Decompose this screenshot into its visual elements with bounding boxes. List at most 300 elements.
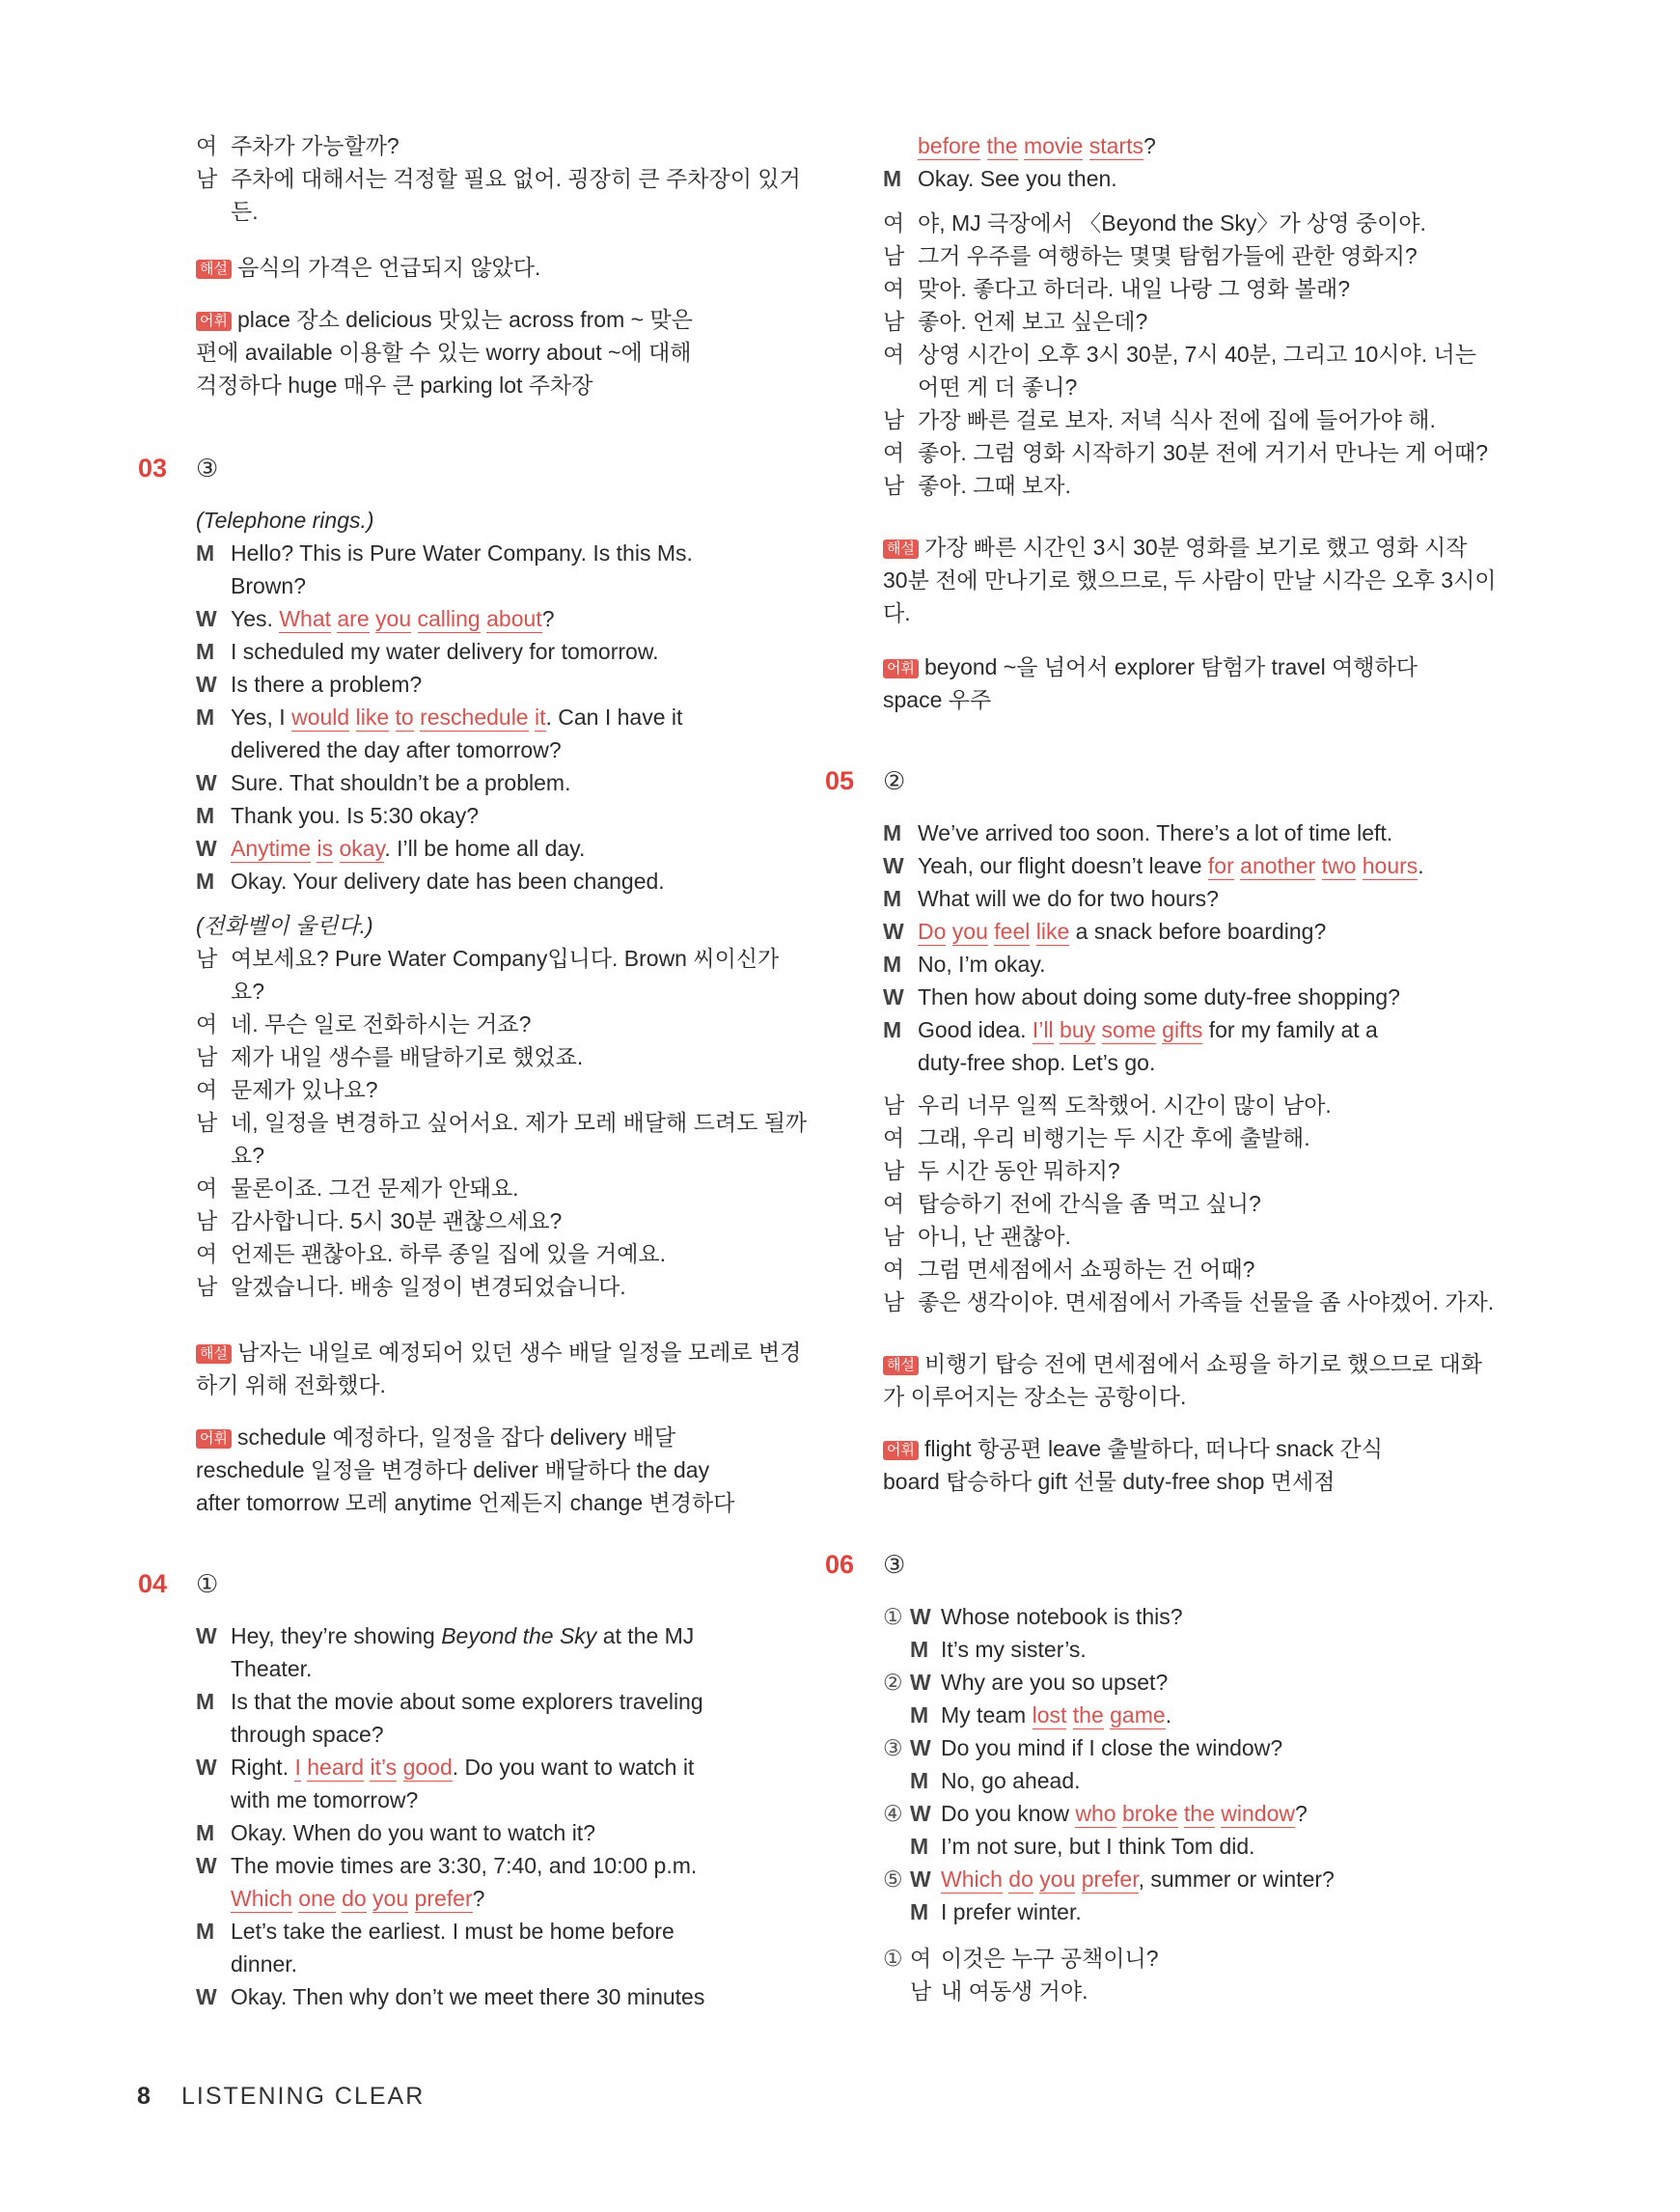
- dialogue-line: [883, 131, 1462, 160]
- blank-word: one: [298, 1886, 336, 1911]
- blank-word: prefer: [414, 1886, 473, 1911]
- explanation-text: 남자는 내일로 예정되어 있던 생수 배달 일정을 모레로 변경: [236, 1340, 802, 1365]
- kr-text: 좋아. 그럼 영화 시작하기 30분 전에 거기서 만나는 게 어때?: [918, 440, 1489, 465]
- kr-line: [883, 373, 1462, 401]
- kr-line: [196, 1108, 808, 1137]
- line-text: Right.: [231, 1755, 289, 1780]
- dialogue-line: duty-free shop. Let’s go.: [918, 1050, 1156, 1075]
- kr-line: [883, 1255, 1462, 1284]
- dialogue-line: [196, 1753, 775, 1782]
- blank-word: good: [402, 1755, 453, 1780]
- question-answer: ①: [196, 1569, 219, 1598]
- dialogue-line: dinner.: [231, 1951, 298, 1977]
- speaker: W: [196, 606, 217, 631]
- blank-word: prefer: [1081, 1866, 1139, 1892]
- speaker: W: [196, 1984, 217, 2009]
- kr-text: 주차가 가능할까?: [231, 133, 399, 158]
- line-text: . Can I have it: [545, 705, 683, 730]
- blank-word: lost: [1032, 1702, 1067, 1728]
- kr-line: [196, 1009, 775, 1038]
- line-text: Let’s take the earliest. I must be home before: [231, 1919, 675, 1944]
- kr-line: [883, 1287, 1495, 1316]
- kr-text: 주차에 대해서는 걱정할 필요 없어. 굉장히 큰 주차장이 있거: [231, 166, 801, 191]
- speaker: W: [196, 1755, 217, 1780]
- speaker: W: [883, 919, 904, 944]
- line-text: It’s my sister’s.: [941, 1637, 1087, 1662]
- line-text: Yes, I: [231, 705, 286, 730]
- blank-word: the: [1072, 1702, 1104, 1728]
- line-text: Do you know: [941, 1801, 1069, 1826]
- blank-word: feel: [994, 919, 1031, 944]
- option-line: [883, 1668, 1462, 1697]
- question-answer: ③: [196, 454, 219, 483]
- speaker: W: [196, 672, 217, 697]
- speaker: M: [910, 1899, 929, 1924]
- dialogue-line: [196, 1818, 775, 1847]
- vocab-text: flight 항공편 leave 출발하다, 떠나다 snack 간식: [923, 1436, 1383, 1461]
- kr-text: 물론이죠. 그건 문제가 안돼요.: [231, 1175, 519, 1201]
- blank-word: window: [1221, 1801, 1295, 1826]
- speaker: M: [196, 705, 215, 730]
- blank-word: you: [375, 606, 412, 631]
- line-text: My team: [941, 1702, 1027, 1728]
- blank-word: Anytime: [231, 836, 312, 861]
- line-text: Is that the movie about some explorers traveling: [231, 1689, 703, 1714]
- vocab: [883, 652, 1462, 681]
- dialogue-line: [196, 1687, 775, 1716]
- explanation-tag: 해설: [196, 260, 232, 279]
- kr-text: 이것은 누구 공책이니?: [941, 1946, 1159, 1971]
- blank-word: like: [355, 705, 390, 730]
- line-text: for my family at a: [1208, 1017, 1378, 1042]
- kr-text: 감사합니다. 5시 30분 괜찮으세요?: [231, 1208, 563, 1233]
- explanation-line: 30분 전에 만나기로 했으므로, 두 사람이 만날 시각은 오후 3시이: [883, 567, 1497, 593]
- question-number: 03: [138, 454, 168, 483]
- speaker: 남: [883, 1224, 905, 1249]
- line-text: Is there a problem?: [231, 672, 423, 697]
- line-text: ?: [1143, 133, 1156, 158]
- kr-text: 우리 너무 일찍 도착했어. 시간이 많이 남아.: [918, 1092, 1332, 1118]
- speaker: M: [910, 1637, 929, 1662]
- speaker: 남: [910, 1978, 932, 2004]
- kr-line: [196, 1075, 775, 1104]
- blank-word: buy: [1060, 1017, 1096, 1042]
- blank-word: calling: [417, 606, 481, 631]
- kr-text: 네. 무슨 일로 전화하시는 거죠?: [231, 1011, 532, 1037]
- blank-word: who: [1075, 1801, 1116, 1826]
- blank-word: would: [291, 705, 350, 730]
- speaker: 남: [196, 1274, 218, 1299]
- vocab-tag: 어휘: [196, 312, 232, 331]
- blank-word: I: [294, 1755, 301, 1780]
- dialogue-line: [196, 1884, 775, 1913]
- blank-word: about: [486, 606, 542, 631]
- option-number: ③: [883, 1735, 903, 1760]
- option-number: ④: [883, 1801, 903, 1826]
- speaker: W: [910, 1604, 931, 1629]
- dialogue-line: [883, 1015, 1462, 1044]
- dialogue-line: [196, 703, 775, 732]
- speaker: 여: [196, 133, 218, 158]
- line-text: . I’ll be home all day.: [384, 836, 586, 861]
- explanation-line: 다.: [883, 600, 911, 625]
- blank-word: are: [337, 606, 370, 631]
- speaker: 남: [883, 309, 905, 334]
- blank-word: gifts: [1162, 1017, 1203, 1042]
- line-text: .: [1165, 1702, 1172, 1728]
- speaker: 남: [196, 946, 218, 971]
- blank-word: before: [918, 133, 981, 158]
- explanation-text: 가장 빠른 시간인 3시 30분 영화를 보기로 했고 영화 시작: [923, 535, 1468, 560]
- option-line: [883, 1897, 1462, 1926]
- speaker: M: [196, 1820, 215, 1845]
- speaker: 여: [196, 1241, 218, 1266]
- line-text: Hello? This is Pure Water Company. Is this Ms.: [231, 540, 693, 566]
- blank-word: the: [986, 133, 1018, 158]
- kr-text: 언제든 괜찮아요. 하루 종일 집에 있을 거예요.: [231, 1241, 667, 1266]
- kr-text: 여보세요? Pure Water Company입니다. Brown 씨이신가: [231, 946, 780, 971]
- option-number: ①: [883, 1604, 903, 1629]
- speaker: 남: [196, 1044, 218, 1069]
- explanation-tag: 해설: [196, 1344, 232, 1364]
- speaker: 여: [196, 1077, 218, 1102]
- speaker: M: [196, 1919, 215, 1944]
- option-kr-line: [883, 1944, 1462, 1973]
- kr-text: 두 시간 동안 뭐하지?: [918, 1158, 1120, 1183]
- dialogue-line: [196, 637, 775, 666]
- dialogue-line: Brown?: [231, 573, 306, 598]
- vocab-line: 편에 available 이용할 수 있는 worry about ~에 대해: [196, 340, 692, 365]
- line-text: a snack before boarding?: [1075, 919, 1327, 944]
- kr-line: [196, 1141, 775, 1170]
- kr-line: [883, 1222, 1462, 1251]
- kr-line: [196, 1272, 775, 1301]
- kr-line: [883, 471, 1462, 500]
- dialogue-line: [196, 1851, 775, 1880]
- blank-word: reschedule: [420, 705, 529, 730]
- dialogue-line: [883, 818, 1462, 847]
- vocab-text: place 장소 delicious 맛있는 across from ~ 맞은: [236, 307, 693, 332]
- vocab-line: space 우주: [883, 687, 992, 712]
- dialogue-line: [196, 670, 775, 699]
- kr-text: 그거 우주를 여행하는 몇몇 탐험가들에 관한 영화지?: [918, 243, 1418, 268]
- kr-line: [196, 1206, 775, 1235]
- speaker: W: [196, 836, 217, 861]
- line-text: What will we do for two hours?: [918, 886, 1219, 911]
- option-line: [883, 1832, 1462, 1861]
- speaker: W: [196, 770, 217, 795]
- kr-text: 요?: [231, 1143, 265, 1168]
- dialogue-line: [196, 539, 775, 567]
- dialogue-line: delivered the day after tomorrow?: [231, 737, 562, 762]
- dialogue-line: through space?: [231, 1722, 384, 1747]
- option-line: [883, 1733, 1462, 1762]
- explanation-text: 비행기 탑승 전에 면세점에서 쇼핑을 하기로 했으므로 대화: [923, 1351, 1482, 1376]
- kr-line: [196, 1174, 775, 1203]
- dialogue-line: [883, 917, 1462, 946]
- kr-text: 아니, 난 괜찮아.: [918, 1224, 1071, 1249]
- speaker: M: [883, 1017, 902, 1042]
- blank-word: starts: [1088, 133, 1143, 158]
- kr-line: [883, 438, 1489, 467]
- kr-text: 네, 일정을 변경하고 싶어서요. 제가 모레 배달해 드려도 될까: [231, 1110, 808, 1135]
- dialogue-line: [883, 851, 1462, 880]
- line-text: I prefer winter.: [941, 1899, 1082, 1924]
- blank-word: it’s: [370, 1755, 398, 1780]
- line-text: No, I’m okay.: [918, 952, 1046, 977]
- dialogue-line: [196, 1982, 775, 2011]
- line-text: We’ve arrived too soon. There’s a lot of time left.: [918, 820, 1393, 845]
- speaker: W: [910, 1866, 931, 1892]
- speaker: 여: [883, 210, 905, 235]
- speaker: M: [910, 1702, 929, 1728]
- kr-text: 맞아. 좋다고 하더라. 내일 나랑 그 영화 볼래?: [918, 276, 1351, 301]
- kr-line: [883, 1091, 1462, 1120]
- blank-word: you: [1039, 1866, 1076, 1892]
- vocab-tag: 어휘: [883, 659, 919, 678]
- line-text: .: [1418, 853, 1424, 878]
- line-text: Whose notebook is this?: [941, 1604, 1183, 1629]
- dialogue-line: [196, 1917, 775, 1946]
- speaker: 남: [883, 1158, 905, 1183]
- option-line: [883, 1799, 1462, 1828]
- line-text: Okay. See you then.: [918, 166, 1117, 191]
- speaker: 여: [883, 440, 905, 465]
- speaker: 남: [196, 1110, 218, 1135]
- line-text: ?: [1294, 1801, 1308, 1826]
- speaker: 여: [883, 276, 905, 301]
- speaker: W: [883, 853, 904, 878]
- blank-word: okay: [339, 836, 385, 861]
- line-text: Then how about doing some duty-free shopping?: [918, 984, 1400, 1009]
- speaker: 여: [196, 1011, 218, 1037]
- kr-line: [883, 307, 1462, 336]
- vocab: [196, 305, 775, 334]
- line-text: No, go ahead.: [941, 1768, 1081, 1793]
- question-number: 04: [138, 1569, 168, 1598]
- kr-text: 알겠습니다. 배송 일정이 변경되었습니다.: [231, 1274, 626, 1299]
- kr-line: [196, 1042, 775, 1071]
- speaker: W: [883, 984, 904, 1009]
- vocab: [196, 1423, 775, 1452]
- blank-word: the: [1183, 1801, 1215, 1826]
- kr-line: [196, 977, 775, 1006]
- line-text: . Do you want to watch it: [452, 1755, 695, 1780]
- blank-word: it: [535, 705, 546, 730]
- speaker: 여: [883, 342, 905, 367]
- question-number: 06: [825, 1550, 855, 1579]
- speaker: 남: [883, 473, 905, 498]
- line-text: Hey, they’re showing: [231, 1623, 435, 1648]
- kr-line: [196, 944, 780, 973]
- line-text: Yes.: [231, 606, 273, 631]
- speaker: W: [196, 1853, 217, 1878]
- blank-word: What: [279, 606, 331, 631]
- line-text: Thank you. Is 5:30 okay?: [231, 803, 479, 828]
- explanation-line: 하기 위해 전화했다.: [196, 1372, 386, 1397]
- speaker: 남: [883, 243, 905, 268]
- blank-word: like: [1035, 919, 1070, 944]
- line-text: Do you mind if I close the window?: [941, 1735, 1283, 1760]
- dialogue-line: [883, 884, 1462, 913]
- explanation-tag: 해설: [883, 539, 919, 559]
- line-text: Good idea.: [918, 1017, 1027, 1042]
- speaker: M: [196, 1689, 215, 1714]
- blank-word: to: [395, 705, 414, 730]
- kr-text: 그럼 면세점에서 쇼핑하는 건 어때?: [918, 1257, 1255, 1282]
- line-text: I’m not sure, but I think Tom did.: [941, 1834, 1255, 1859]
- blank-word: movie: [1023, 133, 1084, 158]
- question-answer: ③: [883, 1550, 906, 1579]
- explanation: [883, 1349, 1482, 1378]
- blank-word: broke: [1121, 1801, 1178, 1826]
- blank-word: you: [951, 919, 988, 944]
- dialogue-line: Theater.: [231, 1656, 313, 1681]
- kr-text: 가장 빠른 걸로 보자. 저녁 식사 전에 집에 들어가야 해.: [918, 407, 1436, 432]
- option-number: ①: [883, 1946, 903, 1971]
- vocab: [883, 1434, 1462, 1463]
- line-text: Okay. When do you want to watch it?: [231, 1820, 595, 1845]
- kr-text: 어떤 게 더 좋니?: [918, 374, 1078, 400]
- line-text: Okay. Then why don’t we meet there 30 minutes: [231, 1984, 705, 2009]
- kr-line: [883, 1156, 1462, 1185]
- kr-text: 좋아. 언제 보고 싶은데?: [918, 309, 1148, 334]
- vocab-line: board 탑승하다 gift 선물 duty-free shop 면세점: [883, 1469, 1336, 1494]
- dialogue-line: [196, 1621, 775, 1650]
- line-text: at the MJ: [602, 1623, 695, 1648]
- page-number: 8: [137, 2083, 151, 2110]
- stage-direction: (Telephone rings.): [196, 508, 374, 533]
- option-line: [883, 1865, 1462, 1894]
- dialogue-line: with me tomorrow?: [231, 1787, 419, 1812]
- speaker: 남: [883, 407, 905, 432]
- dialogue-line: [196, 801, 775, 830]
- dialogue-line: [196, 834, 775, 863]
- line-text: Okay. Your delivery date has been changed.: [231, 869, 665, 894]
- speaker: 여: [196, 1175, 218, 1201]
- blank-word: heard: [307, 1755, 365, 1780]
- line-text: Why are you so upset?: [941, 1670, 1169, 1695]
- speaker: M: [883, 166, 902, 191]
- blank-word: Which: [231, 1886, 292, 1911]
- speaker: W: [196, 1623, 217, 1648]
- kr-text: 상영 시간이 오후 3시 30분, 7시 40분, 그리고 10시야. 너는: [918, 342, 1476, 367]
- kr-text: 문제가 있나요?: [231, 1077, 378, 1102]
- vocab-tag: 어휘: [883, 1441, 919, 1460]
- question-answer: ②: [883, 766, 906, 795]
- kr-text: 제가 내일 생수를 배달하기로 했었죠.: [231, 1044, 584, 1069]
- dialogue-line: [883, 982, 1462, 1011]
- speaker: 여: [883, 1191, 905, 1216]
- blank-word: for: [1207, 853, 1234, 878]
- option-number: ②: [883, 1670, 903, 1695]
- dialogue-line: [196, 604, 775, 633]
- kr-line: [883, 1189, 1462, 1218]
- option-kr-line: [883, 1977, 1462, 2005]
- book-title: LISTENING CLEAR: [181, 2083, 426, 2110]
- speaker: M: [883, 886, 902, 911]
- explanation-text: 음식의 가격은 언급되지 않았다.: [236, 255, 541, 280]
- dialogue-line: [883, 164, 1462, 193]
- kr-line: [883, 241, 1462, 270]
- blank-word: Do: [918, 919, 947, 944]
- kr-text: 야, MJ 극장에서 〈Beyond the Sky〉가 상영 중이야.: [918, 210, 1426, 235]
- blank-word: Which: [941, 1866, 1003, 1892]
- speaker: W: [910, 1670, 931, 1695]
- blank-word: I’ll: [1032, 1017, 1054, 1042]
- kr-text: 내 여동생 거야.: [941, 1978, 1088, 2004]
- option-line: [883, 1602, 1462, 1631]
- vocab-text: beyond ~을 넘어서 explorer 탐험가 travel 여행하다: [923, 654, 1418, 679]
- kr-line: [883, 1123, 1462, 1152]
- explanation-line: 가 이루어지는 장소는 공항이다.: [883, 1384, 1187, 1409]
- kr-text: 요?: [231, 979, 265, 1004]
- speaker: 남: [883, 1289, 905, 1314]
- kr-line: [196, 1239, 775, 1268]
- kr-line: [883, 405, 1462, 434]
- line-text: ?: [472, 1886, 485, 1911]
- speaker: 여: [910, 1946, 932, 1971]
- option-line: [883, 1766, 1462, 1795]
- kr-text: 좋아. 그때 보자.: [918, 473, 1071, 498]
- speaker: M: [910, 1834, 929, 1859]
- speaker: 여: [883, 1257, 905, 1282]
- option-line: [883, 1635, 1462, 1664]
- blank-word: two: [1321, 853, 1357, 878]
- kr-line: [883, 340, 1476, 369]
- line-text: ?: [541, 606, 555, 631]
- line-text: Yeah, our flight doesn’t leave: [918, 853, 1202, 878]
- line-text: Sure. That shouldn’t be a problem.: [231, 770, 571, 795]
- speaker: M: [883, 952, 902, 977]
- stage-direction-kr: (전화벨이 울린다.): [196, 913, 373, 938]
- kr-text: 탑승하기 전에 간식을 좀 먹고 싶니?: [918, 1191, 1261, 1216]
- dialogue-line: [883, 950, 1462, 979]
- speaker: M: [910, 1768, 929, 1793]
- vocab-line: 걱정하다 huge 매우 큰 parking lot 주차장: [196, 373, 593, 398]
- vocab-text: schedule 예정하다, 일정을 잡다 delivery 배달: [236, 1424, 676, 1450]
- explanation: [883, 533, 1468, 562]
- vocab-line: reschedule 일정을 변경하다 deliver 배달하다 the day: [196, 1457, 710, 1482]
- blank-word: do: [1008, 1866, 1033, 1892]
- speaker: M: [883, 820, 902, 845]
- kr-line: [196, 131, 775, 160]
- movie-title: Beyond the Sky: [441, 1623, 597, 1648]
- explanation: [196, 1338, 802, 1367]
- speaker: M: [196, 639, 215, 664]
- dialogue-line: [196, 867, 775, 896]
- vocab-line: after tomorrow 모레 anytime 언제든지 change 변경하다: [196, 1490, 735, 1515]
- kr-text: 좋은 생각이야. 면세점에서 가족들 선물을 좀 사야겠어. 가자.: [918, 1289, 1495, 1314]
- speaker: W: [910, 1801, 931, 1826]
- kr-line: 든.: [231, 199, 259, 224]
- speaker: W: [910, 1735, 931, 1760]
- explanation-tag: 해설: [883, 1356, 919, 1375]
- vocab-tag: 어휘: [196, 1429, 232, 1449]
- speaker: M: [196, 803, 215, 828]
- line-text: I scheduled my water delivery for tomorrow.: [231, 639, 659, 664]
- speaker: M: [196, 869, 215, 894]
- explanation: [196, 253, 775, 282]
- line-text: The movie times are 3:30, 7:40, and 10:00 p.m.: [231, 1853, 698, 1878]
- speaker: 남: [883, 1092, 905, 1118]
- blank-word: is: [317, 836, 334, 861]
- kr-line: [883, 208, 1462, 237]
- blank-word: you: [372, 1886, 409, 1911]
- speaker: 남: [196, 1208, 218, 1233]
- speaker: 남: [196, 166, 218, 191]
- option-number: ⑤: [883, 1866, 903, 1892]
